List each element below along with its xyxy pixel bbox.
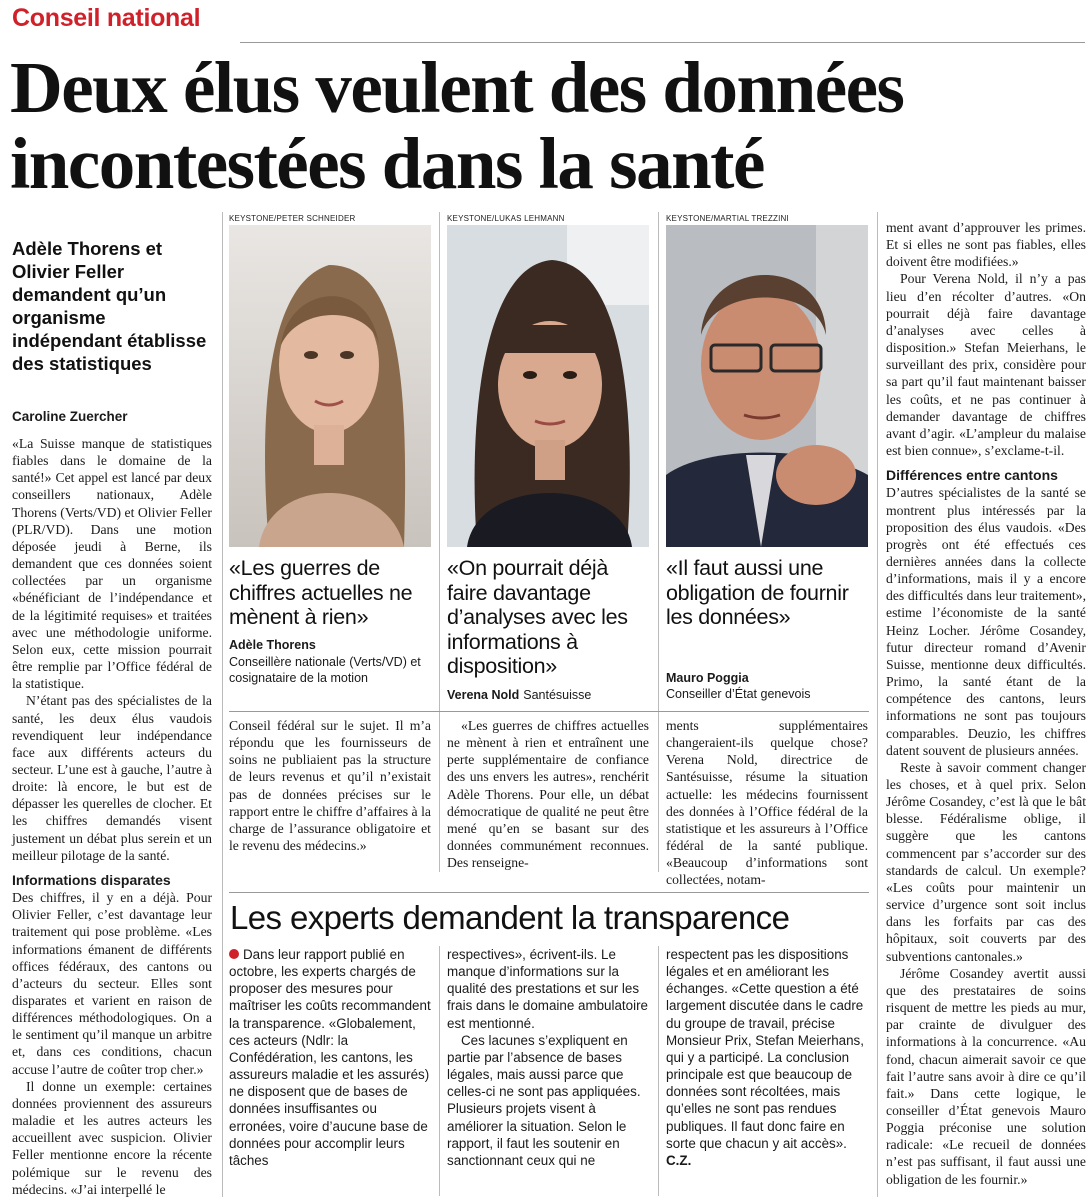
section-rubric: Conseil national [12,4,201,32]
column-2 [229,717,431,854]
photo-credit: KEYSTONE/PETER SCHNEIDER [229,214,356,223]
column-divider [439,212,440,872]
quote-attribution-name: Verena Nold [447,688,520,702]
paragraph: D’autres spécialistes de la santé se montrent plus intéressés par la proposition des élus vaudois. «Des progrès ont été effectués ces dernières années dans la collecte d’informations, mais il y a encore des difficultés dans leur traitement», estime l’économiste de la santé Heinz Locher. Jérôme Cosandey, futur directeur romand d’Avenir Suisse, mentionne deux difficultés. Primo, la santé étant de la compétence des cantons, leurs informations ne sont pas toujours comparables. Deuzio, les chiffres datent souvent de plusieurs années. [886,485,1086,758]
pull-quote: «Les guerres de chiffres actuelles ne mènent à rien» [229,556,413,629]
header-rule [240,42,1085,43]
column-3 [447,717,649,871]
subheading: Informations disparates [12,871,171,888]
photo-credit: KEYSTONE/LUKAS LEHMANN [447,214,565,223]
paragraph: Conseil fédéral sur le sujet. Il m’a répondu que les fournisseurs de soins ne publiaient pas la structure de leurs revenus et qu’il n’existait pas de données précises sur le rapport entre le chiffre d’affaires à la charge de l’assurance obligatoire et le revenu des médecins.» [229,718,431,854]
column-4 [666,717,868,889]
author-byline: Caroline Zuercher [12,409,128,424]
paragraph: Il donne un exemple: certaines données proviennent des assureurs maladie et les autres acteurs les accueillent avec suspicion. Olivier Feller mentionne encore la récente polémique sur le revenu des médecins. «J’ai interpellé le [12,1078,212,1197]
headline-line-2: incontestées dans la santé [10,123,764,204]
quote-attribution [447,686,652,704]
paragraph: ments supplémentaires changeraient-ils quelque chose? Verena Nold, directrice de Santésuisse, résume la situation actuelle: les médecins fournissent des données à l’Office fédéral de la statistique et les assureurs à l’Office fédéral de la santé publique. «Beaucoup d’informations sont collectées, notam- [666,718,868,888]
paragraph: Des chiffres, il y en a déjà. Pour Olivier Feller, c’est davantage leur traitement qui pose problème. «Les informations émanent de différents offices fédéraux, des cantons ou d’acteurs du secteur. Elles sont disparates et varient en raison de différences méthodologiques. On a le sentiment qu’il manque un arbitre et, dans ces conditions, chacun accuse l’autre de coûter trop cher.» [12,890,212,1077]
column-divider [658,946,659,1196]
column-divider [222,212,223,1197]
section-rule [229,711,869,712]
column-divider [877,212,878,1197]
photo-credit: KEYSTONE/MARTIAL TREZZINI [666,214,789,223]
column-1 [12,435,212,1198]
headline [10,47,1085,204]
quote-attribution-role: Conseillère nationale (Verts/VD) et cosignataire de la motion [229,655,421,685]
box-column-3 [666,946,868,1169]
column-divider [439,946,440,1196]
box-title: Les experts demandent la transparence [230,899,790,936]
paragraph: Pour Verena Nold, il n’y a pas lieu d’en récolter d’autres. «On pourrait déjà faire davantage d’analyses avec celles à disposition.» Stefan Meierhans, le surveillant des prix, considère pour sa part qu’il faut maintenant baisser les coûts, et ne pas continuer à demander davantage de chiffres avant d’agir. «L’ampleur du malaise est bien connue», s’exclame-t-il. [886,271,1086,459]
paragraph: ment avant d’approuver les primes. Et si elles ne sont pas fiables, elles doivent être modifiées.» [886,220,1086,270]
paragraph: N’étant pas des spécialistes de la santé, les deux élus vaudois revendiquent leur indépendance face aux différents acteurs du secteur. L’une est à gauche, l’autre à droite: là encore, le but est de dépasser les querelles de clocher. Et les chiffres demandés visent justement un débat plus serein et un meilleur pilotage de la santé. [12,693,212,863]
paragraph: Dans leur rapport publié en octobre, les experts chargés de proposer des mesures pour maîtriser les coûts recommandent la transparence. «Globalement, ces acteurs (Ndlr: la Confédération, les cantons, les assureurs maladie et les assurés) ne disposent que de bases de données insuffisantes ou erronées, voire d’aucune base de données pour accomplir leurs tâches [229,947,431,1168]
quote-attribution-role: Santésuisse [523,688,592,702]
photo-adele-thorens [229,225,431,547]
box-signature: C.Z. [666,1152,692,1168]
paragraph: Reste à savoir comment changer les choses, et à quel prix. Selon Jérôme Cosandey, c’est là que le bât blesse. Fédéralisme oblige, il suggère que les cantons commencent par s’accorder sur des standards de calcul. Un exemple? «Les coûts pour maintenir un service d’urgence sont soit inclus dans les forfaits par cas des hôpitaux, soit couverts par des subventions cantonales.» [886,759,1086,964]
box-column-1 [229,946,431,1169]
quote-attribution-role: Conseiller d’État genevois [666,687,811,701]
lead-text: Adèle Thorens et Olivier Feller demandent qu’un organisme indépendant établisse des statistiques [12,238,207,374]
paragraph: Jérôme Cosandey avertit aussi que des prestataires de soins risquent de mettre les pieds au mur, par crainte de divulguer des informations à la concurrence. «Au fond, chacun aimerait savoir ce que fait l’autre sans avoir à dire ce qu’il fait.» Dans cette logique, le conseiller d’État genevois Mauro Poggia préconise une solution radicale: «Le recueil de données n’est pas suffisant, il faut aussi une obligation de les fournir.» [886,965,1086,1187]
headline-line-1: Deux élus veulent des données [10,47,904,128]
quote-attribution-name: Adèle Thorens [229,638,316,652]
paragraph: respectives», écrivent-ils. Le manque d’informations sur la qualité des prestations et sur les frais dans le domaine ambulatoire est mentionné. [447,947,648,1031]
box-rule [229,892,869,893]
column-5 [886,219,1086,1188]
quote-attribution-name: Mauro Poggia [666,671,749,685]
pull-quote: «Il faut aussi une obligation de fournir les données» [666,556,849,629]
photo-verena-nold [447,225,649,547]
paragraph: Ces lacunes s’expliquent en partie par l’absence de bases légales, mais aussi parce que celles-ci ne sont pas appliquées. Plusieurs projets visent à améliorer la situation. Selon le rapport, il faut les soutenir en sanctionnant ceux qui ne [447,1032,641,1168]
pull-quote: «On pourrait déjà faire davantage d’analyses avec les informations à disposition» [447,556,628,678]
paragraph: «Les guerres de chiffres actuelles ne mènent à rien et entraînent une perte supplémentaire de confiance des uns envers les autres», renchérit Adèle Thorens. Pour elle, un débat démocratique de qualité ne peut être mené qu’en se basant sur des données communément reconnues. Des renseigne- [447,718,649,871]
column-divider [658,212,659,872]
subheading: Différences entre cantons [886,467,1058,484]
bullet-dot-icon [229,949,239,959]
photo-mauro-poggia [666,225,868,547]
box-column-2 [447,946,649,1169]
paragraph: respectent pas les dispositions légales et en améliorant les échanges. «Cette question a été largement discutée dans le cadre du groupe de travail, précise Monsieur Prix, Stefan Meierhans, qui y a participé. La conclusion principale est que beaucoup de données sont récoltées, mais qu’elles ne sont pas rendues publiques. Il faut donc faire en sorte que chacun y ait accès». C.Z. [666,947,864,1168]
paragraph: «La Suisse manque de statistiques fiables dans le domaine de la santé!» Cet appel est lancé par deux conseillers nationaux, Adèle Thorens (Verts/VD) et Olivier Feller (PLR/VD). Dans une motion déposée jeudi à Berne, ils demandent que ces données soient collectées par un organisme «bénéficiant de l’indépendance et de la légitimité requises» et traitées avec une méthodologie uniforme. Selon eux, cette mission pourrait être remplie par l’Office fédéral de la statistique. [12,436,212,692]
